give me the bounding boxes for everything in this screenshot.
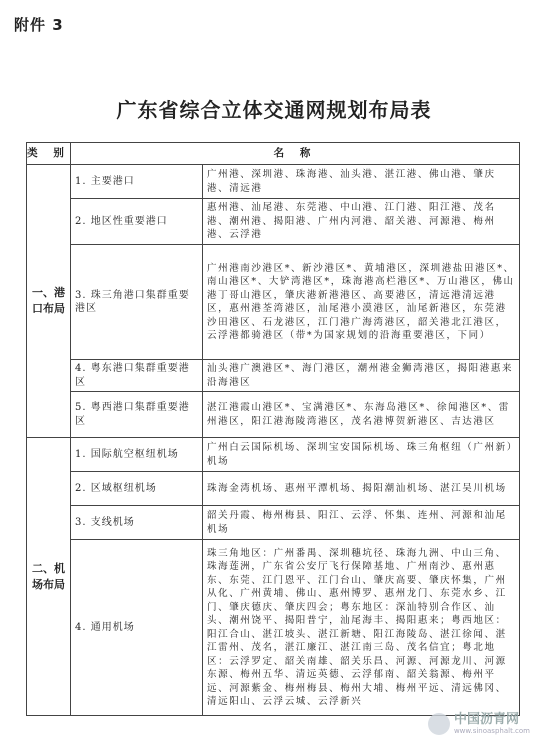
watermark-logo-icon [428, 713, 450, 735]
watermark-url: www.sinoasphalt.com [453, 727, 530, 735]
watermark [428, 713, 530, 735]
row-names: 珠海金湾机场、惠州平潭机场、揭阳潮汕机场、湛江吴川机场 [203, 472, 520, 506]
table-row [27, 438, 520, 472]
row-names: 韶关丹霞、梅州梅县、阳江、云浮、怀集、连州、河源和汕尾机场 [203, 506, 520, 540]
page-title: 广东省综合立体交通网规划布局表 [116, 98, 432, 122]
table-row [27, 540, 520, 716]
row-label: 5. 粤西港口集群重要港区 [71, 392, 203, 438]
row-label: 2. 区域枢纽机场 [71, 472, 203, 506]
row-label: 1. 主要港口 [71, 165, 203, 199]
header-name: 名 称 [71, 143, 520, 165]
row-label: 4. 通用机场 [71, 540, 203, 716]
row-names: 广州港、深圳港、珠海港、汕头港、湛江港、佛山港、肇庆港、清远港 [203, 165, 520, 199]
row-label: 1. 国际航空枢纽机场 [71, 438, 203, 472]
table-row [27, 392, 520, 438]
row-names: 湛江港霞山港区*、宝满港区*、东海岛港区*、徐闻港区*、雷州港区，阳江港海陵湾港区，茂名港博贺新港区、吉达港区 [203, 392, 520, 438]
row-names: 广州港南沙港区*、新沙港区*、黄埔港区，深圳港盐田港区*、南山港区*、大铲湾港区*，珠海港高栏港区*、万山港区，佛山港丁哥山港区，肇庆港新港港区、高要港区，清远港清远港区，惠州港荃湾港区，汕尾港小漠港区，汕尾新港区，东莞港沙田港区、石龙港区，江门港广海湾港区，韶关港北江港区，云浮港都骑港区（带*为国家规划的沿海重要港区，下同） [203, 245, 520, 360]
row-label: 3. 珠三角港口集群重要港区 [71, 245, 203, 360]
table-row [27, 472, 520, 506]
row-label: 2. 地区性重要港口 [71, 199, 203, 245]
table-row [27, 199, 520, 245]
row-names: 珠三角地区：广州番禺、深圳穗坑径、珠海九洲、中山三角、珠海莲洲，广东省公安厅飞行保障基地、广州南沙、惠州惠东、东莞、江门恩平、江门台山、肇庆高要、肇庆怀集，广州从化、广州黄埔、佛山、惠州博罗、惠州龙门、东莞水乡、江门、肇庆德庆、肇庆四会；粤东地区：深汕特别合作区、汕头、潮州饶平、揭阳普宁，汕尾海丰、揭阳惠来；粤西地区：阳江合山、湛江坡头、湛江新塘、阳江海陵岛、湛江徐闻、湛江雷州、茂名，湛江廉江、湛江南三岛、茂名信宜；粤北地区：云浮罗定、韶关南雄、韶关乐昌、河源、河源龙川、河源东源、梅州五华、清远英德、云浮郁南、韶关翁源、梅州平远、河源紫金、梅州梅县、梅州大埔、梅州平远、清远佛冈、清远阳山、云浮云城、云浮新兴 [203, 540, 520, 716]
row-names: 惠州港、汕尾港、东莞港、中山港、江门港、阳江港、茂名港、潮州港、揭阳港、广州内河港、韶关港、河源港、梅州港、云浮港 [203, 199, 520, 245]
row-names: 汕头港广澳港区*、海门港区，潮州港金狮湾港区，揭阳港惠来沿海港区 [203, 360, 520, 392]
table-row [27, 245, 520, 360]
table-row [27, 165, 520, 199]
attachment-label: 附件 3 [14, 16, 64, 34]
table-row [27, 506, 520, 540]
table-row [27, 360, 520, 392]
category-airports: 二、机场布局 [27, 438, 71, 716]
layout-table [26, 142, 520, 716]
row-label: 3. 支线机场 [71, 506, 203, 540]
table-header-row [27, 143, 520, 165]
row-names: 广州白云国际机场、深圳宝安国际机场、珠三角枢纽（广州新）机场 [203, 438, 520, 472]
category-ports: 一、港口布局 [27, 165, 71, 438]
header-category: 类 别 [27, 143, 71, 165]
row-label: 4. 粤东港口集群重要港区 [71, 360, 203, 392]
watermark-name: 中国沥青网 [453, 712, 519, 727]
